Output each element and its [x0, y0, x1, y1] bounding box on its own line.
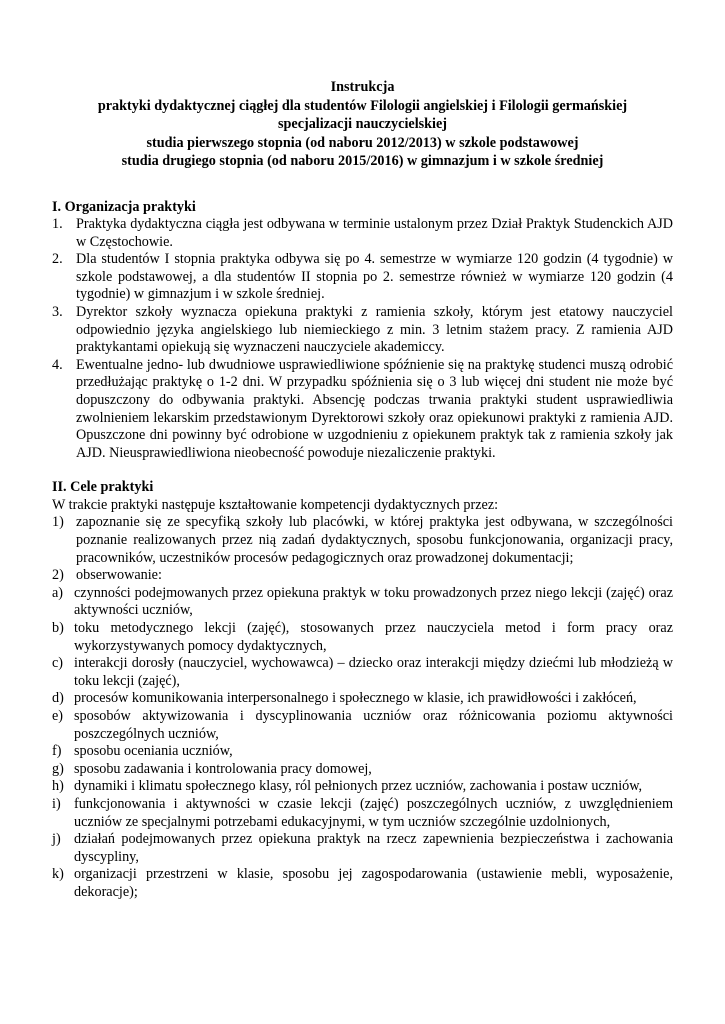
sublist-item: [52, 690, 673, 708]
sublist-item: [52, 796, 673, 831]
sublist-marker: c): [52, 655, 64, 672]
title-line: studia pierwszego stopnia (od naboru 2012/2013) w szkole podstawowej: [146, 134, 579, 151]
cele-list: [52, 514, 673, 584]
sublist-item: [52, 620, 673, 655]
sublist-item-text: działań podejmowanych przez opiekuna praktyk na rzecz zapewnienia bezpieczeństwa i zachowania dyscypliny,: [74, 831, 673, 865]
sublist-marker: b): [52, 619, 64, 636]
section-heading-organizacja: I. Organizacja praktyki: [52, 198, 196, 215]
sublist-item-text: sposobów aktywizowania i dyscyplinowania uczniów oraz różnicowania poziomu aktywności poszczególnych uczniów,: [74, 707, 673, 742]
list-marker: 2): [52, 567, 64, 584]
document-page: [52, 78, 673, 901]
list-marker: 1): [52, 514, 64, 531]
sublist-item-text: interakcji dorosły (nauczyciel, wychowawca) – dziecko oraz interakcji między dziećmi lub młodzieżą w toku lekcji (zajęć),: [74, 655, 673, 689]
list-item: [52, 304, 673, 357]
sublist-marker: i): [52, 795, 61, 812]
sublist-item-text: dynamiki i klimatu społecznego klasy, ról pełnionych przez uczniów, zachowania i postaw uczniów,: [74, 778, 643, 795]
list-item-text: Ewentualne jedno- lub dwudniowe usprawiedliwione spóźnienie się na praktykę studenci muszą odrobić przedłużając praktykę o 1-2 dni. W przypadku spóźnienia się o 3 lub więcej dni student nie może być dopuszczony do odbywania praktyki. Absencję podczas trwania praktyki student usprawiedliwia zwolnieniem lekarskim przedstawionym Dyrektorowi szkoły oraz opiekunowi praktyki z ramienia AJD. Opuszczone dni powinny być odrobione w uzgodnieniu z opiekunem praktyk tak z ramienia szkoły jak AJD. Nieusprawiedliwiona nieobecność powoduje niezaliczenie praktyki.: [76, 356, 673, 461]
sublist-marker: j): [52, 831, 61, 848]
list-marker: 1.: [52, 216, 63, 232]
title-line: studia drugiego stopnia (od naboru 2015/2016) w gimnazjum i w szkole średniej: [121, 153, 604, 169]
sublist-marker: f): [52, 743, 62, 760]
section-heading-cele: II. Cele praktyki: [52, 479, 154, 496]
list-item-text: Praktyka dydaktyczna ciągła jest odbywana w terminie ustalonym przez Dział Praktyk Studenckich AJD w Częstochowie.: [76, 216, 673, 250]
list-marker: 3.: [52, 303, 63, 320]
sublist-item-text: procesów komunikowania interpersonalnego i społecznego w klasie, ich prawidłowości i zakłóceń,: [74, 690, 637, 707]
list-marker: 4.: [52, 356, 63, 373]
section-intro: W trakcie praktyki następuje kształtowanie kompetencji dydaktycznych przez:: [52, 496, 499, 513]
list-item: [52, 357, 673, 463]
sublist-item: [52, 866, 673, 901]
sublist-marker: a): [52, 584, 64, 601]
sublist-item: [52, 778, 673, 796]
list-item-text: Dyrektor szkoły wyznacza opiekuna praktyki z ramienia szkoły, którym jest etatowy nauczyciel odpowiednio języka angielskiego lub niemieckiego z min. 3 letnim stażem pracy. Z ramienia AJD praktykantami opiekują się wyznaczeni nauczyciele akademiccy.: [76, 303, 673, 356]
sublist-item: [52, 761, 673, 779]
list-item: [52, 251, 673, 304]
sublist-item-text: sposobu zadawania i kontrolowania pracy domowej,: [74, 760, 372, 777]
list-item-text: obserwowanie:: [76, 567, 162, 584]
sublist-item-text: funkcjonowania i aktywności w czasie lekcji (zajęć) poszczególnych uczniów, z uwzględnieniem uczniów ze specjalnymi potrzebami edukacyjnymi, w tym uczniów szczególnie uzdolnionych,: [74, 795, 673, 830]
list-item: [52, 514, 673, 567]
list-item-text: zapoznanie się ze specyfiką szkoły lub placówki, w której praktyka jest odbywana, w szczególności poznanie realizowanych przez nią zadań dydaktycznych, sposobu funkcjonowania, organizacji pracy, pracowników, uczestników procesów pedagogicznych oraz prowadzonej dokumentacji;: [76, 514, 673, 566]
list-item: [52, 567, 673, 585]
document-title: [52, 78, 673, 171]
sublist-marker: k): [52, 866, 64, 883]
sublist-item: [52, 655, 673, 690]
sublist-marker: d): [52, 690, 64, 707]
sublist-item: [52, 585, 673, 620]
list-marker: 2.: [52, 251, 63, 268]
sublist-marker: e): [52, 707, 64, 724]
sublist-item-text: organizacji przestrzeni w klasie, sposobu jej zagospodarowania (ustawienie mebli, wyposażenie, dekoracje);: [74, 866, 673, 900]
obserwowanie-sublist: [52, 585, 673, 902]
sublist-marker: g): [52, 760, 64, 777]
sublist-item-text: toku metodycznego lekcji (zajęć), stosowanych przez nauczyciela metod i form pracy oraz wykorzystywanych pomocy dydaktycznych,: [74, 619, 673, 654]
sublist-item: [52, 708, 673, 743]
title-line: specjalizacji nauczycielskiej: [277, 116, 448, 132]
sublist-item-text: czynności podejmowanych przez opiekuna praktyk w toku prowadzonych przez niego lekcji (zajęć) oraz aktywności uczniów,: [74, 584, 673, 619]
sublist-marker: h): [52, 778, 64, 795]
list-item-text: Dla studentów I stopnia praktyka odbywa się po 4. semestrze w wymiarze 120 godzin (4 tygodnie) w szkole podstawowej, a dla studentów II stopnia po 2. semestrze również w wymiarze 120 godzin (4 tygodnie) w gimnazjum i w szkole średniej.: [76, 251, 673, 303]
title-line: praktyki dydaktycznej ciągłej dla studentów Filologii angielskiej i Filologii germańskiej: [97, 97, 628, 114]
title-line: Instrukcja: [330, 79, 395, 95]
list-item: [52, 216, 673, 251]
sublist-item: [52, 831, 673, 866]
sublist-item: [52, 743, 673, 761]
sublist-item-text: sposobu oceniania uczniów,: [74, 743, 233, 760]
organizacja-list: [52, 216, 673, 462]
